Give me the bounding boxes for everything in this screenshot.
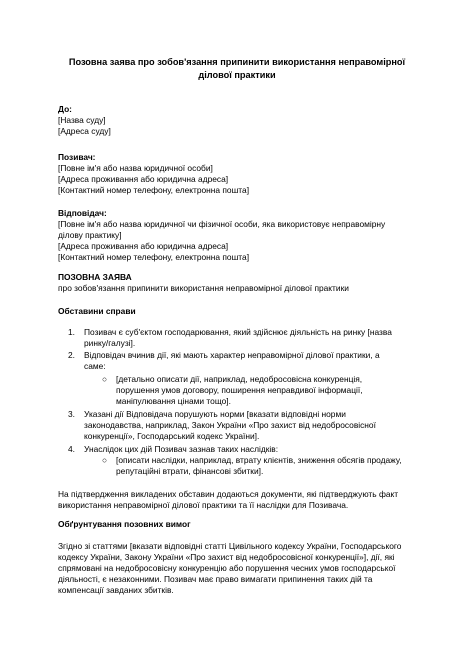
list-item <box>84 327 418 349</box>
list-item <box>84 350 418 372</box>
list-item <box>84 409 418 442</box>
defendant-address: [Адреса проживання або юридична адреса] <box>58 241 229 251</box>
list-item-line: саме: <box>84 361 106 371</box>
list-item-line: Позивач є суб'єктом господарювання, який здійснює діяльність на ринку [назва <box>84 327 392 337</box>
grounds-line: компенсації завданих збитків. <box>58 585 174 595</box>
grounds-line: Згідно зі статтями [вказати відповідні статті Цивільного кодексу України, Господарського <box>58 541 402 551</box>
claim-heading: ПОЗОВНА ЗАЯВА <box>58 272 132 282</box>
document-title <box>60 56 414 82</box>
circumstances-heading: Обставини справи <box>58 306 136 316</box>
grounds-heading: Обґрунтування позовних вимог <box>58 519 191 529</box>
plaintiff-section <box>58 152 416 196</box>
grounds-line: спрямовані на недобросовісну конкуренцію або порушення чесних умов господарської <box>58 563 396 573</box>
sub-item-line: порушення умов договору, поширення неправдивої інформації, <box>116 385 363 395</box>
claim-section <box>58 272 416 294</box>
list-item-line: Відповідач вчинив дії, які мають характер неправомірної ділової практики, а <box>84 350 380 360</box>
defendant-name-line-1: [Повне ім'я або назва юридичної чи фізичної особи, яка використовує неправомірну <box>58 219 386 229</box>
circumstances-closing <box>58 489 416 511</box>
sub-bullet-icon: ○ <box>102 374 108 384</box>
sub-item-line: репутаційні втрати, фінансові збитки]. <box>116 466 264 476</box>
list-item-number: 4. <box>68 444 75 454</box>
list-item-line: ринку/галузі]. <box>84 338 136 348</box>
plaintiff-heading: Позивач: <box>58 152 96 162</box>
circumstances-list <box>68 327 418 476</box>
list-item-line: конкуренції», Господарський кодекс України]. <box>84 431 260 441</box>
title-line-1: Позовна заява про зобов'язання припинити використання неправомірної <box>68 57 406 67</box>
closing-line-1: На підтвердження викладених обставин додаються документи, які підтверджують факт <box>58 489 399 499</box>
defendant-heading: Відповідач: <box>58 208 107 218</box>
sub-bullet-icon: ○ <box>102 455 108 465</box>
circumstances-heading-block <box>58 306 416 317</box>
sub-list-item <box>116 374 406 407</box>
sub-list-item <box>116 455 406 477</box>
sub-item-line: [детально описати дії, наприклад, недобросовісна конкуренція, <box>116 374 363 384</box>
grounds-line: діяльності, є незаконними. Позивач має право вимагати припинення таких дій та <box>58 574 373 584</box>
grounds-paragraph <box>58 541 416 596</box>
court-address: [Адреса суду] <box>58 126 111 136</box>
list-item-line: законодавства, наприклад, Закон України «Про захист від недобросовісної <box>84 420 376 430</box>
grounds-heading-block <box>58 519 416 530</box>
list-item-number: 3. <box>68 409 75 419</box>
defendant-contacts: [Контактний номер телефону, електронна пошта] <box>58 252 250 262</box>
to-section <box>58 104 416 137</box>
court-name: [Назва суду] <box>58 115 106 125</box>
list-item-line: Унаслідок цих дій Позивач зазнав таких наслідків: <box>84 444 279 454</box>
list-item <box>84 444 418 455</box>
plaintiff-name: [Повне ім'я або назва юридичної особи] <box>58 163 213 173</box>
list-item-number: 2. <box>68 350 75 360</box>
list-item-line: Указані дії Відповідача порушують норми [вказати відповідні норми <box>84 409 346 419</box>
sub-item-line: [описати наслідки, наприклад, втрату клієнтів, зниження обсягів продажу, <box>116 455 402 465</box>
title-line-2: ділової практики <box>198 70 276 80</box>
claim-subtitle: про зобов'язання припинити використання неправомірної ділової практики <box>58 283 349 293</box>
defendant-name-line-2: ділову практику] <box>58 230 122 240</box>
grounds-line: кодексу України, Закону України «Про захист від недобросовісної конкуренції»], дії, які <box>58 552 395 562</box>
plaintiff-contacts: [Контактний номер телефону, електронна пошта] <box>58 185 250 195</box>
plaintiff-address: [Адреса проживання або юридична адреса] <box>58 174 229 184</box>
list-item-number: 1. <box>68 327 75 337</box>
to-heading: До: <box>58 104 72 114</box>
defendant-section <box>58 208 416 263</box>
sub-item-line: маніпулювання цінами тощо]. <box>116 396 231 406</box>
closing-line-2: використання неправомірної ділової практики та її наслідки для Позивача. <box>58 500 349 510</box>
